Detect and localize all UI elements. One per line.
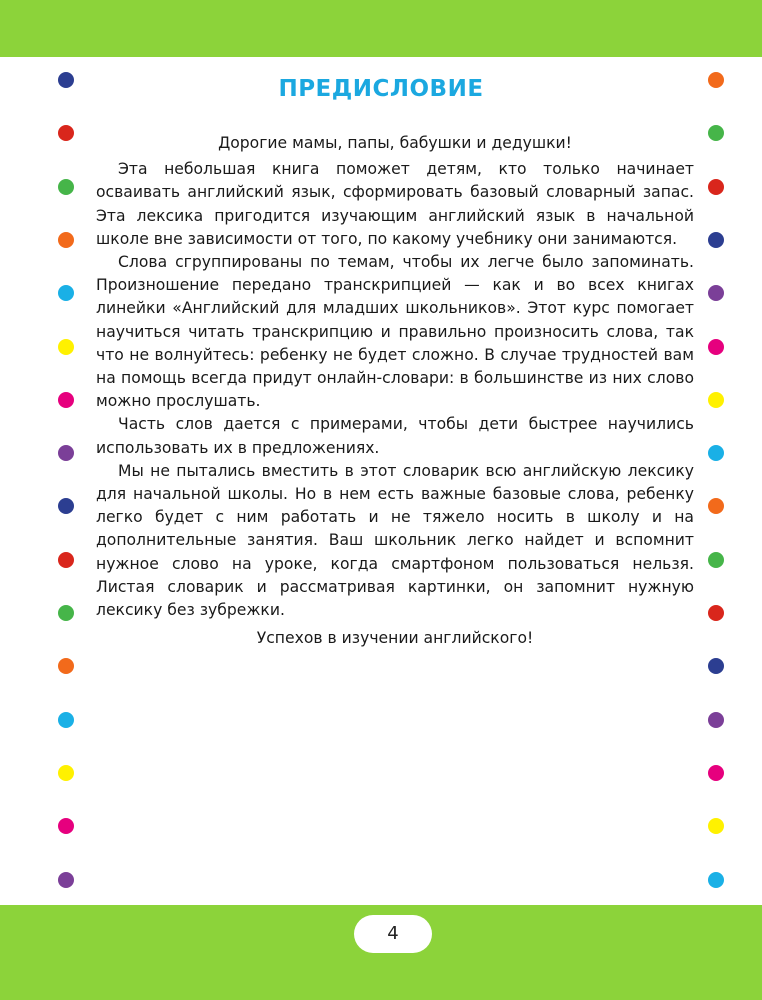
right-dot bbox=[708, 392, 724, 408]
right-dot bbox=[708, 445, 724, 461]
right-dot bbox=[708, 285, 724, 301]
left-dot bbox=[58, 552, 74, 568]
right-dot bbox=[708, 552, 724, 568]
left-dot bbox=[58, 445, 74, 461]
left-dot bbox=[58, 765, 74, 781]
page-title: ПРЕДИСЛОВИЕ bbox=[278, 76, 484, 102]
left-dot bbox=[58, 872, 74, 888]
paragraph-3: Часть слов дается с примерами, чтобы дети быстрее научились использовать их в предложениях. bbox=[96, 415, 694, 457]
preface-text bbox=[96, 132, 694, 650]
closing-line: Успехов в изучении английского! bbox=[256, 629, 534, 648]
left-dot bbox=[58, 392, 74, 408]
right-dot bbox=[708, 498, 724, 514]
left-dot bbox=[58, 232, 74, 248]
right-dot bbox=[708, 872, 724, 888]
left-dot bbox=[58, 605, 74, 621]
left-dot bbox=[58, 179, 74, 195]
left-dot bbox=[58, 339, 74, 355]
left-dot bbox=[58, 285, 74, 301]
left-dot bbox=[58, 498, 74, 514]
right-dot bbox=[708, 232, 724, 248]
right-dot bbox=[708, 765, 724, 781]
page-number: 4 bbox=[354, 915, 432, 953]
top-green-band bbox=[0, 0, 762, 57]
paragraph-2: Слова сгруппированы по темам, чтобы их легче было запоминать. Произношение передано транскрипцией — как и во всех книгах линейки «Английский для младших школьников». Этот курс помогает научиться читать транскрипцию и правильно произносить слова, так что не волнуйтесь: ребенку не будет сложно. В случае трудностей вам на помощь всегда придут онлайн-словари: в большинстве из них слово можно прослушать. bbox=[96, 253, 694, 411]
left-dot bbox=[58, 818, 74, 834]
left-dot bbox=[58, 125, 74, 141]
left-dot bbox=[58, 658, 74, 674]
right-dot bbox=[708, 712, 724, 728]
right-dot bbox=[708, 125, 724, 141]
right-dot bbox=[708, 339, 724, 355]
greeting: Дорогие мамы, папы, бабушки и дедушки! bbox=[218, 134, 572, 152]
right-dot bbox=[708, 658, 724, 674]
right-dot bbox=[708, 179, 724, 195]
right-dot bbox=[708, 818, 724, 834]
left-dot bbox=[58, 712, 74, 728]
paragraph-1: Эта небольшая книга поможет детям, кто только начинает осваивать английский язык, сформировать базовый словарный запас. Эта лексика пригодится изучающим английский язык в начальной школе вне зависимости от того, по какому учебнику они занимаются. bbox=[96, 160, 694, 248]
paragraph-4: Мы не пытались вместить в этот словарик всю английскую лексику для начальной школы. Но в нем есть важные базовые слова, ребенку легко будет с ним работать и не тяжело носить в школу и на дополнительные занятия. Ваш школьник легко найдет и вспомнит нужное слово на уроке, когда смартфоном пользоваться нельзя. Листая словарик и рассматривая картинки, он запомнит нужную лексику без зубрежки. bbox=[96, 461, 694, 620]
right-dot bbox=[708, 605, 724, 621]
